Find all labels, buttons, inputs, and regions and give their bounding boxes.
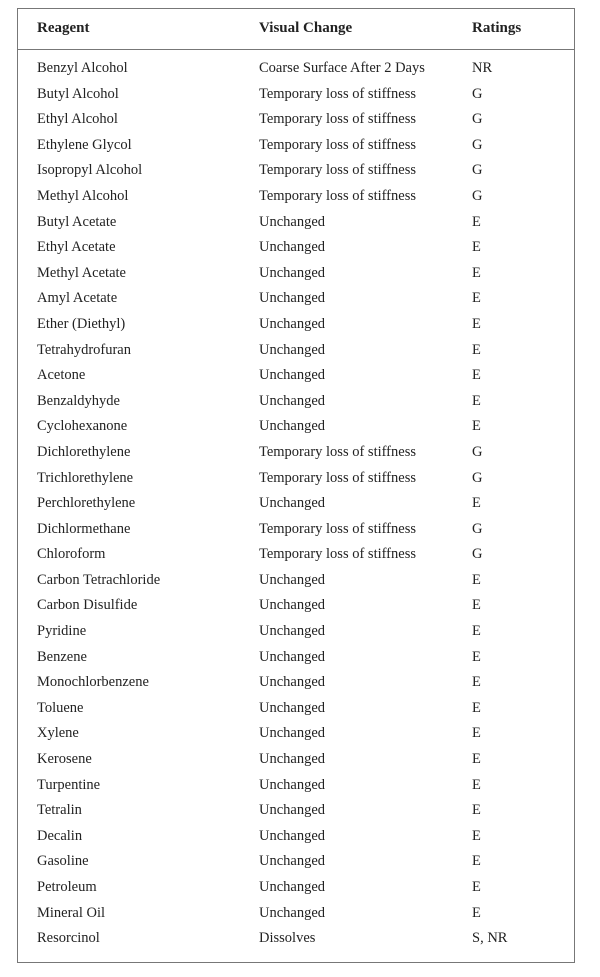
reagent-cell: Resorcinol <box>37 930 100 947</box>
table-row <box>18 367 574 393</box>
reagent-cell: Ethyl Acetate <box>37 239 116 256</box>
header-visual-change: Visual Change <box>259 20 353 36</box>
reagent-cell: Methyl Acetate <box>37 264 126 281</box>
rating-cell: NR <box>472 60 493 76</box>
reagent-cell: Chloroform <box>37 546 106 563</box>
reagent-cell: Acetone <box>37 367 86 384</box>
visual-change-cell: Unchanged <box>259 290 326 307</box>
rating-cell: E <box>472 367 481 384</box>
visual-change-cell: Unchanged <box>259 239 326 256</box>
rating-cell: G <box>472 520 483 537</box>
reagent-cell: Trichlorethylene <box>37 469 134 486</box>
reagent-cell: Petroleum <box>37 879 97 895</box>
reagent-cell: Kerosene <box>37 751 92 768</box>
rating-cell: E <box>472 392 481 409</box>
visual-change-cell: Temporary loss of stiffness <box>259 520 416 537</box>
rating-cell: G <box>472 469 483 486</box>
visual-change-cell: Temporary loss of stiffness <box>259 111 416 128</box>
visual-change-cell: Unchanged <box>259 879 326 895</box>
visual-change-cell: Temporary loss of stiffness <box>259 469 416 486</box>
rating-cell: S, NR <box>472 930 508 947</box>
table-row <box>18 546 574 572</box>
table-row <box>18 879 574 905</box>
table-row <box>18 751 574 777</box>
reagent-cell: Benzene <box>37 648 87 665</box>
table-row <box>18 86 574 112</box>
reagent-cell: Amyl Acetate <box>37 290 118 307</box>
reagent-cell: Ether (Diethyl) <box>37 315 126 332</box>
rating-cell: G <box>472 85 483 102</box>
table-row <box>18 623 574 649</box>
visual-change-cell: Temporary loss of stiffness <box>259 85 416 102</box>
table-row <box>18 725 574 751</box>
table-row <box>18 162 574 188</box>
visual-change-cell: Unchanged <box>259 367 326 384</box>
visual-change-cell: Unchanged <box>259 648 326 665</box>
table-row <box>18 342 574 368</box>
rating-cell: E <box>472 904 481 921</box>
table-row <box>18 930 574 956</box>
table-row <box>18 111 574 137</box>
rating-cell: E <box>472 802 481 819</box>
reagent-cell: Pyridine <box>37 623 87 640</box>
rating-cell: E <box>472 341 481 358</box>
rating-cell: E <box>472 699 481 716</box>
table-row <box>18 649 574 675</box>
table-body <box>18 60 574 956</box>
visual-change-cell: Unchanged <box>259 802 326 819</box>
table-row <box>18 674 574 700</box>
visual-change-cell: Temporary loss of stiffness <box>259 162 416 179</box>
table-row <box>18 572 574 598</box>
visual-change-cell: Unchanged <box>259 392 326 409</box>
visual-change-cell: Temporary loss of stiffness <box>259 443 416 460</box>
visual-change-cell: Temporary loss of stiffness <box>259 187 416 204</box>
visual-change-cell: Unchanged <box>259 623 326 640</box>
rating-cell: E <box>472 827 481 844</box>
rating-cell: E <box>472 879 481 895</box>
reagent-cell: Benzaldyhyde <box>37 392 120 409</box>
reagent-cell: Carbon Tetrachloride <box>37 571 161 588</box>
rating-cell: E <box>472 315 481 332</box>
reagent-cell: Ethylene Glycol <box>37 136 132 153</box>
rating-cell: E <box>472 648 481 665</box>
reagent-table <box>17 8 575 963</box>
rating-cell: E <box>472 725 481 742</box>
visual-change-cell: Unchanged <box>259 264 326 281</box>
table-row <box>18 495 574 521</box>
rating-cell: E <box>472 623 481 640</box>
visual-change-cell: Unchanged <box>259 751 326 768</box>
table-row <box>18 418 574 444</box>
table-row <box>18 239 574 265</box>
table-row <box>18 290 574 316</box>
reagent-cell: Monochlorbenzene <box>37 674 149 691</box>
rating-cell: E <box>472 239 481 256</box>
rating-cell: G <box>472 187 483 204</box>
rating-cell: E <box>472 264 481 281</box>
visual-change-cell: Unchanged <box>259 904 326 921</box>
rating-cell: E <box>472 495 481 512</box>
visual-change-cell: Unchanged <box>259 827 326 844</box>
header-ratings: Ratings <box>472 20 522 36</box>
reagent-cell: Tetralin <box>37 802 82 819</box>
reagent-cell: Decalin <box>37 827 83 844</box>
table-row <box>18 188 574 214</box>
visual-change-cell: Unchanged <box>259 674 326 691</box>
visual-change-cell: Unchanged <box>259 495 326 512</box>
header-reagent: Reagent <box>37 20 90 36</box>
reagent-cell: Ethyl Alcohol <box>37 111 118 128</box>
reagent-cell: Xylene <box>37 725 79 742</box>
reagent-cell: Methyl Alcohol <box>37 187 129 204</box>
reagent-cell: Gasoline <box>37 853 89 870</box>
rating-cell: E <box>472 290 481 307</box>
visual-change-cell: Unchanged <box>259 776 326 793</box>
reagent-cell: Benzyl Alcohol <box>37 60 128 76</box>
table-row <box>18 470 574 496</box>
visual-change-cell: Unchanged <box>259 597 326 614</box>
visual-change-cell: Unchanged <box>259 571 326 588</box>
visual-change-cell: Unchanged <box>259 341 326 358</box>
reagent-cell: Carbon Disulfide <box>37 597 138 614</box>
reagent-cell: Turpentine <box>37 776 101 793</box>
table-row <box>18 828 574 854</box>
rating-cell: G <box>472 546 483 563</box>
rating-cell: E <box>472 853 481 870</box>
visual-change-cell: Dissolves <box>259 930 316 947</box>
reagent-cell: Dichlormethane <box>37 520 131 537</box>
table-row <box>18 265 574 291</box>
table-row <box>18 905 574 931</box>
table-row <box>18 214 574 240</box>
reagent-cell: Butyl Acetate <box>37 213 117 230</box>
table-row <box>18 444 574 470</box>
reagent-cell: Mineral Oil <box>37 904 106 921</box>
rating-cell: E <box>472 213 481 230</box>
table-row <box>18 60 574 86</box>
rating-cell: E <box>472 751 481 768</box>
table-row <box>18 137 574 163</box>
visual-change-cell: Temporary loss of stiffness <box>259 136 416 153</box>
visual-change-cell: Unchanged <box>259 315 326 332</box>
reagent-cell: Perchlorethylene <box>37 495 136 512</box>
visual-change-cell: Unchanged <box>259 418 326 435</box>
visual-change-cell: Unchanged <box>259 853 326 870</box>
reagent-cell: Butyl Alcohol <box>37 85 119 102</box>
table-row <box>18 777 574 803</box>
rating-cell: G <box>472 111 483 128</box>
table-row <box>18 316 574 342</box>
visual-change-cell: Coarse Surface After 2 Days <box>259 60 425 76</box>
rating-cell: E <box>472 418 481 435</box>
table-row <box>18 853 574 879</box>
reagent-cell: Toluene <box>37 699 84 716</box>
visual-change-cell: Unchanged <box>259 699 326 716</box>
table-row <box>18 597 574 623</box>
visual-change-cell: Unchanged <box>259 725 326 742</box>
reagent-cell: Tetrahydrofuran <box>37 341 131 358</box>
rating-cell: E <box>472 597 481 614</box>
rating-cell: G <box>472 162 483 179</box>
reagent-cell: Dichlorethylene <box>37 443 131 460</box>
table-row <box>18 393 574 419</box>
rating-cell: G <box>472 136 483 153</box>
table-header <box>18 9 574 50</box>
table-row <box>18 700 574 726</box>
table-row <box>18 802 574 828</box>
visual-change-cell: Unchanged <box>259 213 326 230</box>
rating-cell: E <box>472 674 481 691</box>
rating-cell: G <box>472 443 483 460</box>
reagent-cell: Cyclohexanone <box>37 418 128 435</box>
reagent-cell: Isopropyl Alcohol <box>37 162 143 179</box>
rating-cell: E <box>472 776 481 793</box>
visual-change-cell: Temporary loss of stiffness <box>259 546 416 563</box>
rating-cell: E <box>472 571 481 588</box>
table-row <box>18 521 574 547</box>
